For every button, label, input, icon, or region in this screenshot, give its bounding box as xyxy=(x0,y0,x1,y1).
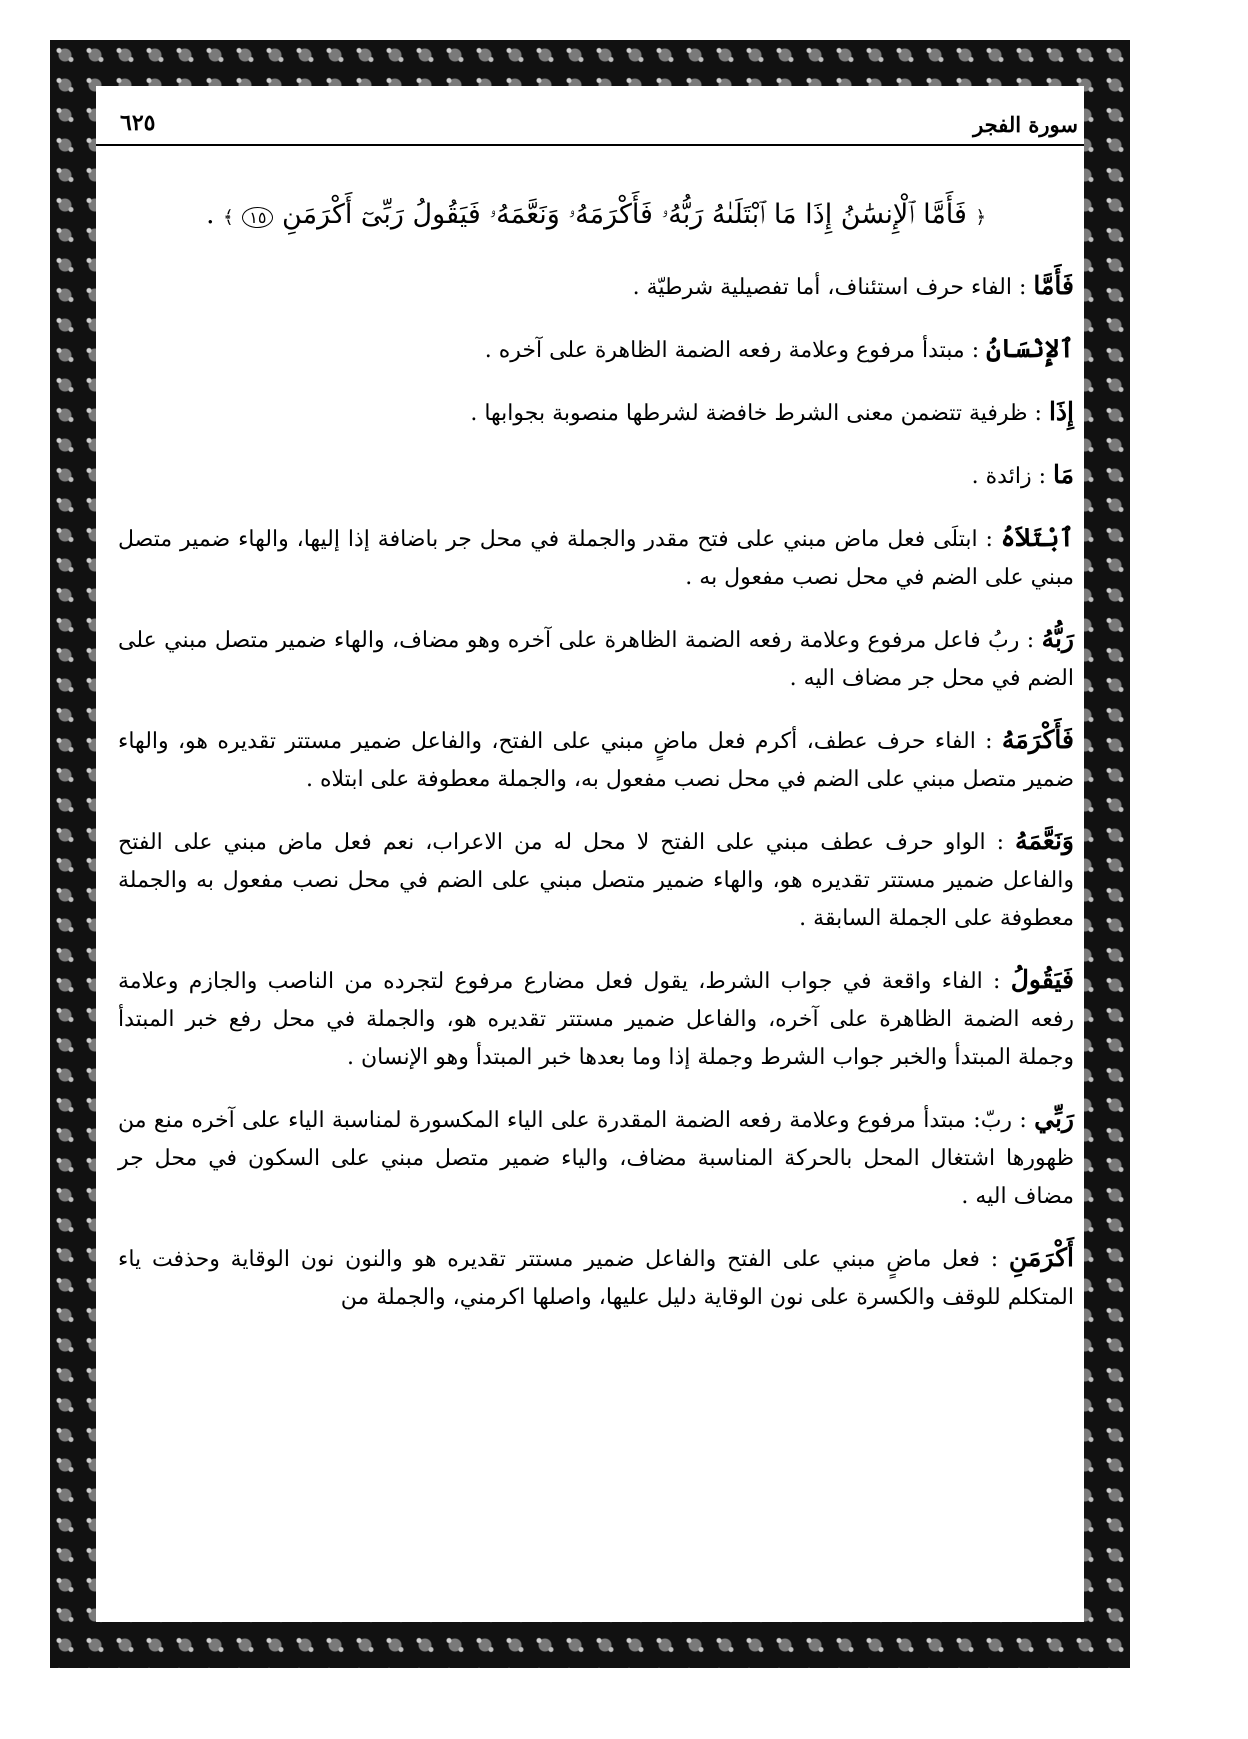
entry-text: فعل ماضٍ مبني على الفتح والفاعل ضمير مستتر تقديره هو والنون نون الوقاية وحذفت ياء المتكلم للوقف والكسرة على نون الوقاية دليل عليها، واصلها اكرمني، والجملة من xyxy=(118,1247,1074,1310)
entry-term: فَأَكْرَمَهُ xyxy=(1001,725,1074,754)
entry-fa-amma: فَأَمَّا : الفاء حرف استئناف، أما تفصيلية شرطيّة . xyxy=(632,271,1074,300)
entry-ma: مَا : زائدة . xyxy=(971,460,1074,489)
surah-title: سورة الفجر xyxy=(973,112,1078,137)
entry-rabbi: رَبِّي : ربّ: مبتدأ مرفوع وعلامة رفعه الضمة المقدرة على الياء المكسورة لمناسبة الياء على آخره منع من ظهورها اشتغال المحل بالحركة المناسبة مضاف، والياء ضمير متصل مبني على السكون في محل جر مضاف اليه . xyxy=(118,1104,1074,1209)
verse-end-mark: . xyxy=(205,199,215,230)
entry-term: فَيَقُولُ xyxy=(1010,965,1074,994)
entry-text: زائدة . xyxy=(971,464,1032,489)
entry-text: الفاء واقعة في جواب الشرط، يقول فعل مضارع مرفوع لتجرده من الناصب والجازم وعلامة رفعه الضمة الظاهرة على آخره، والفاعل ضمير مستتر تقديره هو، والجملة في محل رفع خبر المبتدأ وجملة المبتدأ والخبر جواب الشرط وجملة إذا وما بعدها خبر المبتدأ وهو الإنسان . xyxy=(118,969,1074,1070)
entry-term: رَبِّي xyxy=(1034,1104,1074,1133)
entry-term: إِذَا xyxy=(1048,397,1074,426)
entry-term: ٱبْتَلاَهُ xyxy=(1000,523,1074,552)
entry-term: أَكْرَمَنِ xyxy=(1008,1243,1074,1272)
entry-akraman: أَكْرَمَنِ : فعل ماضٍ مبني على الفتح والفاعل ضمير مستتر تقديره هو والنون نون الوقاية وحذفت ياء المتكلم للوقف والكسرة على نون الوقاية دليل عليها، واصلها اكرمني، والجملة من xyxy=(118,1243,1074,1310)
entry-term: وَنَعَّمَهُ xyxy=(1015,826,1074,855)
entry-term: مَا xyxy=(1052,460,1074,489)
entry-text: الواو حرف عطف مبني على الفتح لا محل له من الاعراب، نعم فعل ماض مبني على الفتح والفاعل ضمير مستتر تقديره هو، والهاء ضمير متصل مبني على الضم في محل نصب مفعول به والجملة معطوفة على الجملة السابقة . xyxy=(118,830,1074,931)
entry-text: ربّ: مبتدأ مرفوع وعلامة رفعه الضمة المقدرة على الياء المكسورة لمناسبة الياء على آخره منع من ظهورها اشتغال المحل بالحركة المناسبة مضاف، والياء ضمير متصل مبني على السكون في محل جر مضاف اليه . xyxy=(118,1108,1074,1209)
page-body xyxy=(118,196,1074,1340)
entry-fa-akramahu: فَأَكْرَمَهُ : الفاء حرف عطف، أكرم فعل ماضٍ مبني على الفتح، والفاعل ضمير مستتر تقديره هو، والهاء ضمير متصل مبني على الضم في محل نصب مفعول به، والجملة معطوفة على ابتلاه . xyxy=(118,725,1074,792)
entry-al-insan: ٱلإِنْسَانُ : مبتدأ مرفوع وعلامة رفعه الضمة الظاهرة على آخره . xyxy=(484,334,1074,363)
page-number: ٦٢٥ xyxy=(120,110,156,136)
verse-close-ornament: ﴾ xyxy=(223,207,234,228)
entry-term: فَأَمَّا xyxy=(1033,271,1074,300)
entry-text: ربُ فاعل مرفوع وعلامة رفعه الضمة الظاهرة على آخره وهو مضاف، والهاء ضمير متصل مبني على الضم في محل جر مضاف اليه . xyxy=(118,628,1074,691)
entry-wa-naamahu: وَنَعَّمَهُ : الواو حرف عطف مبني على الفتح لا محل له من الاعراب، نعم فعل ماض مبني على الفتح والفاعل ضمير مستتر تقديره هو، والهاء ضمير متصل مبني على الضم في محل نصب مفعول به والجملة معطوفة على الجملة السابقة . xyxy=(118,826,1074,931)
entry-idha: إِذَا : ظرفية تتضمن معنى الشرط خافضة لشرطها منصوبة بجوابها . xyxy=(470,397,1074,426)
entry-term: ٱلإِنْسَانُ xyxy=(986,334,1074,363)
page-area xyxy=(96,86,1084,1622)
entry-term: رَبُّهُ xyxy=(1041,624,1074,653)
entry-rabbuhu: رَبُّهُ : ربُ فاعل مرفوع وعلامة رفعه الضمة الظاهرة على آخره وهو مضاف، والهاء ضمير متصل مبني على الضم في محل جر مضاف اليه . xyxy=(118,624,1074,691)
verse-text: فَأَمَّا ٱلْإِنسَٰنُ إِذَا مَا ٱبْتَلَىٰهُ رَبُّهُۥ فَأَكْرَمَهُۥ وَنَعَّمَهُۥ فَيَقُولُ رَبِّىٓ أَكْرَمَنِ xyxy=(282,199,967,230)
entry-text: ابتلَى فعل ماض مبني على فتح مقدر والجملة في محل جر باضافة إذا إليها، والهاء ضمير متصل مبني على الضم في محل نصب مفعول به . xyxy=(118,527,1074,590)
quran-verse xyxy=(118,196,1074,237)
entry-text: الفاء حرف استئناف، أما تفصيلية شرطيّة . xyxy=(632,275,1013,300)
page-header xyxy=(96,86,1084,146)
entry-fa-yaqulu: فَيَقُولُ : الفاء واقعة في جواب الشرط، يقول فعل مضارع مرفوع لتجرده من الناصب والجازم وعلامة رفعه الضمة الظاهرة على آخره، والفاعل ضمير مستتر تقديره هو، والجملة في محل رفع خبر المبتدأ وجملة المبتدأ والخبر جواب الشرط وجملة إذا وما بعدها خبر المبتدأ وهو الإنسان . xyxy=(118,965,1074,1070)
entry-ibtalahu: ٱبْتَلاَهُ : ابتلَى فعل ماض مبني على فتح مقدر والجملة في محل جر باضافة إذا إليها، والهاء ضمير متصل مبني على الضم في محل نصب مفعول به . xyxy=(118,523,1074,590)
verse-open-ornament: ﴿ xyxy=(975,207,987,228)
entry-text: مبتدأ مرفوع وعلامة رفعه الضمة الظاهرة على آخره . xyxy=(484,338,965,363)
verse-number: ١٥ xyxy=(242,207,273,228)
entry-text: ظرفية تتضمن معنى الشرط خافضة لشرطها منصوبة بجوابها . xyxy=(470,401,1028,426)
entry-text: الفاء حرف عطف، أكرم فعل ماضٍ مبني على الفتح، والفاعل ضمير مستتر تقديره هو، والهاء ضمير متصل مبني على الضم في محل نصب مفعول به، والجملة معطوفة على ابتلاه . xyxy=(118,729,1074,792)
